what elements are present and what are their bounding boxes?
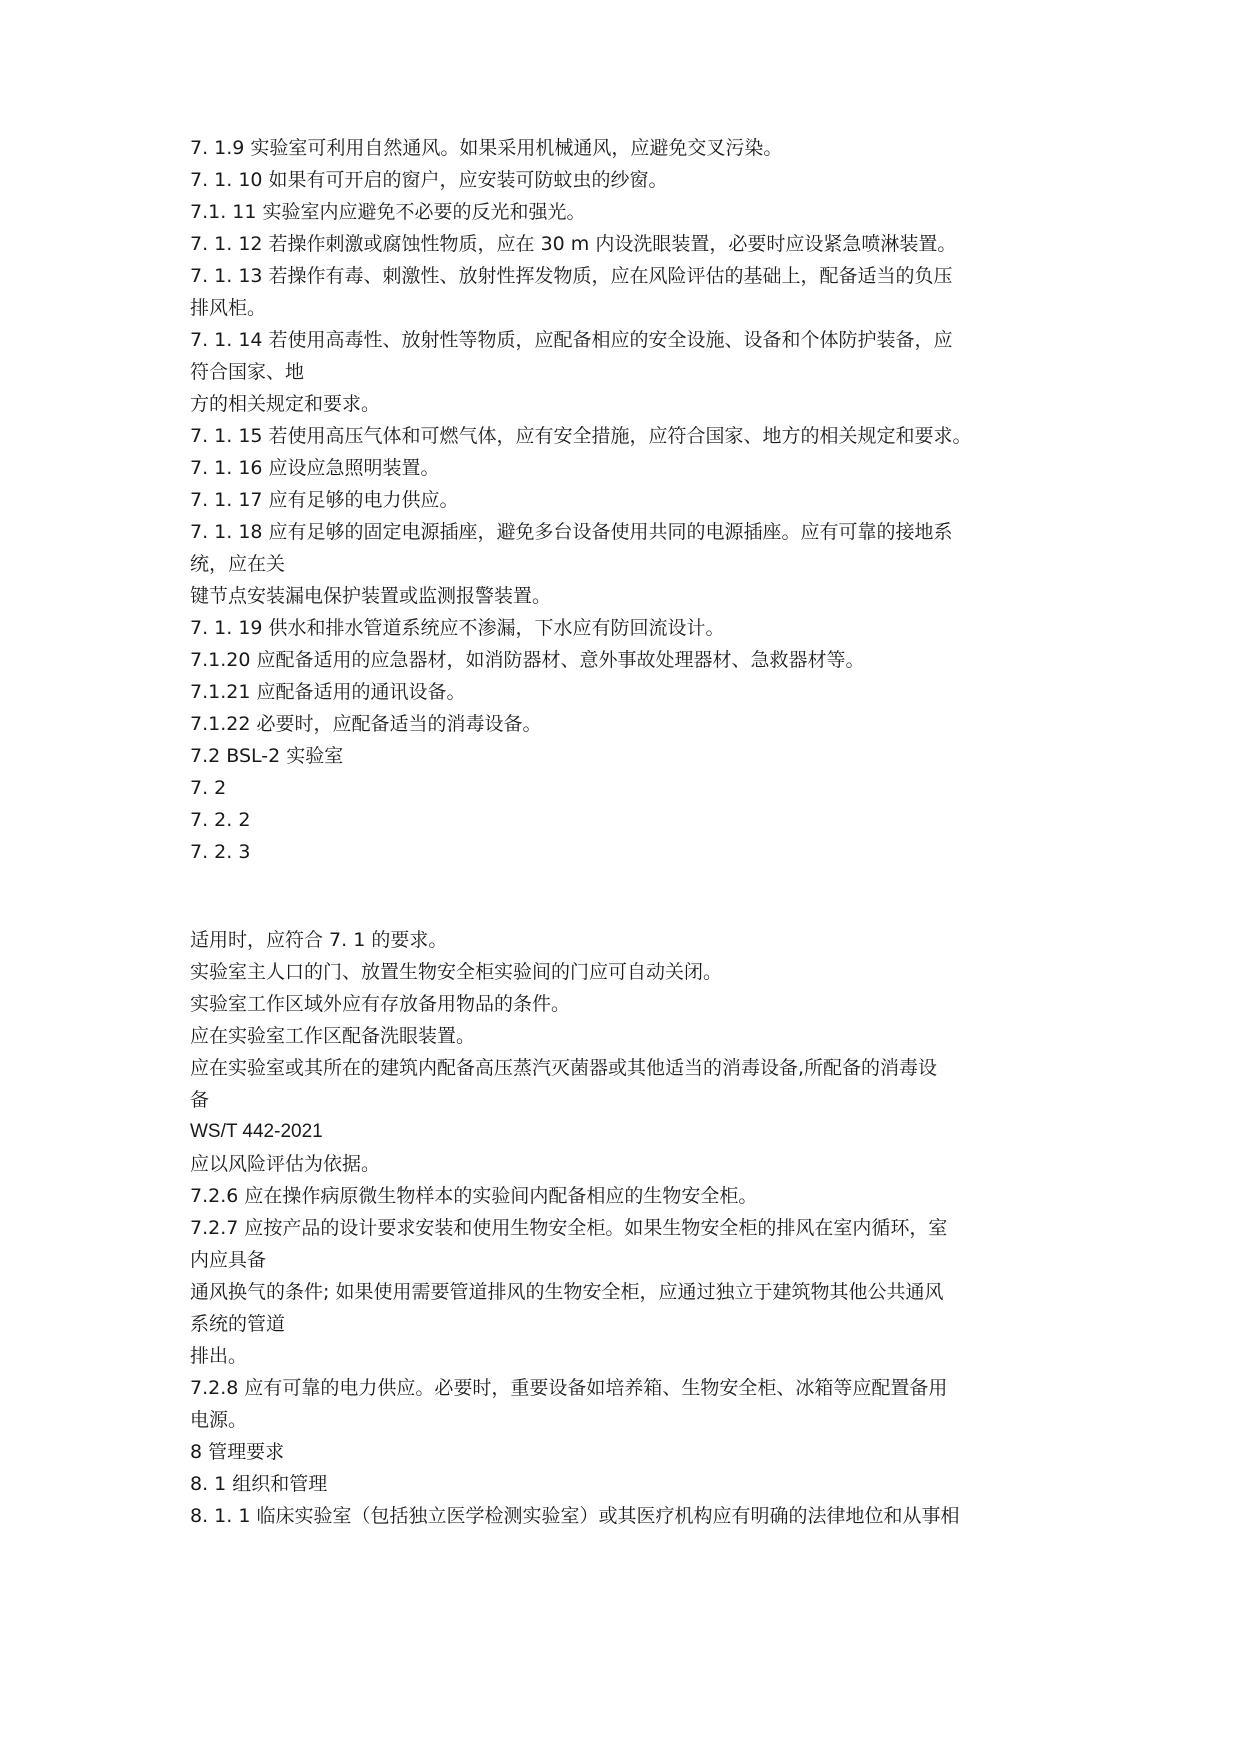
section-heading: 7.2 BSL-2 实验室 [190, 745, 344, 767]
text-line: 7. 1. 16 应设应急照明装置。 [190, 457, 440, 479]
section-heading: 8 管理要求 [190, 1441, 285, 1463]
text-line: 应在实验室工作区配备洗眼装置。 [190, 1025, 476, 1047]
text-line: 应以风险评估为依据。 [190, 1153, 381, 1175]
text-line: 7.1. 11 实验室内应避免不必要的反光和强光。 [190, 201, 586, 223]
text-line: 7. 1. 19 供水和排水管道系统应不渗漏，下水应有防回流设计。 [190, 617, 725, 639]
text-line: 适用时，应符合 7. 1 的要求。 [190, 929, 448, 951]
text-line: 7.1.21 应配备适用的通讯设备。 [190, 681, 466, 703]
text-line: 7. 1. 17 应有足够的电力供应。 [190, 489, 459, 511]
text-line: 7.1.20 应配备适用的应急器材，如消防器材、意外事故处理器材、急救器材等。 [190, 649, 865, 671]
text-line: 实验室主人口的门、放置生物安全柜实验间的门应可自动关闭。 [190, 961, 723, 983]
text-line: 7.1.22 必要时，应配备适当的消毒设备。 [190, 713, 542, 735]
text-line: 方的相关规定和要求。 [190, 393, 381, 415]
text-line: 7. 2 [190, 777, 227, 799]
text-line: 7.2.6 应在操作病原微生物样本的实验间内配备相应的生物安全柜。 [190, 1185, 758, 1207]
text-line: 7. 1. 15 若使用高压气体和可燃气体，应有安全措施，应符合国家、地方的相关规定和要求。 [190, 425, 972, 447]
text-line: 8. 1. 1 临床实验室（包括独立医学检测实验室）或其医疗机构应有明确的法律地位和从事相 [190, 1505, 960, 1527]
text-line: 7.2.8 应有可靠的电力供应。必要时，重要设备如培养箱、生物安全柜、冰箱等应配置备用 [190, 1377, 948, 1399]
text-line: 排风柜。 [190, 297, 267, 319]
text-line: 应在实验室或其所在的建筑内配备高压蒸汽灭菌器或其他适当的消毒设备,所配备的消毒设 [190, 1057, 938, 1079]
text-line: 7. 1.9 实验室可利用自然通风。如果采用机械通风，应避免交叉污染。 [190, 137, 783, 159]
text-line: 7. 2. 3 [190, 841, 251, 863]
text-line: 系统的管道 [190, 1313, 286, 1335]
text-line: 符合国家、地 [190, 361, 305, 383]
text-line: 统，应在关 [190, 553, 286, 575]
text-line: 7.2.7 应按产品的设计要求安装和使用生物安全柜。如果生物安全柜的排风在室内循环，室 [190, 1217, 948, 1239]
text-line: 键节点安装漏电保护装置或监测报警装置。 [190, 585, 552, 607]
text-line: 备 [190, 1089, 210, 1111]
text-line: 内应具备 [190, 1249, 267, 1271]
subsection-heading: 8. 1 组织和管理 [190, 1473, 328, 1495]
text-line: 7. 1. 13 若操作有毒、刺激性、放射性挥发物质，应在风险评估的基础上，配备适当的负压 [190, 265, 953, 287]
document-code: WS/T 442-2021 [190, 1121, 323, 1142]
text-line: 7. 2. 2 [190, 809, 251, 831]
text-line: 实验室工作区域外应有存放备用物品的条件。 [190, 993, 571, 1015]
text-line: 7. 1. 14 若使用高毒性、放射性等物质，应配备相应的安全设施、设备和个体防护装备，应 [190, 329, 953, 351]
text-line: 电源。 [190, 1409, 248, 1431]
text-line: 7. 1. 10 如果有可开启的窗户，应安装可防蚊虫的纱窗。 [190, 169, 668, 191]
text-line: 7. 1. 18 应有足够的固定电源插座，避免多台设备使用共同的电源插座。应有可靠的接地系 [190, 521, 953, 543]
text-line: 排出。 [190, 1345, 248, 1367]
text-line: 通风换气的条件; 如果使用需要管道排风的生物安全柜，应通过独立于建筑物其他公共通风 [190, 1281, 944, 1303]
text-line: 7. 1. 12 若操作刺激或腐蚀性物质，应在 30 m 内设洗眼装置，必要时应设紧急喷淋装置。 [190, 233, 957, 255]
